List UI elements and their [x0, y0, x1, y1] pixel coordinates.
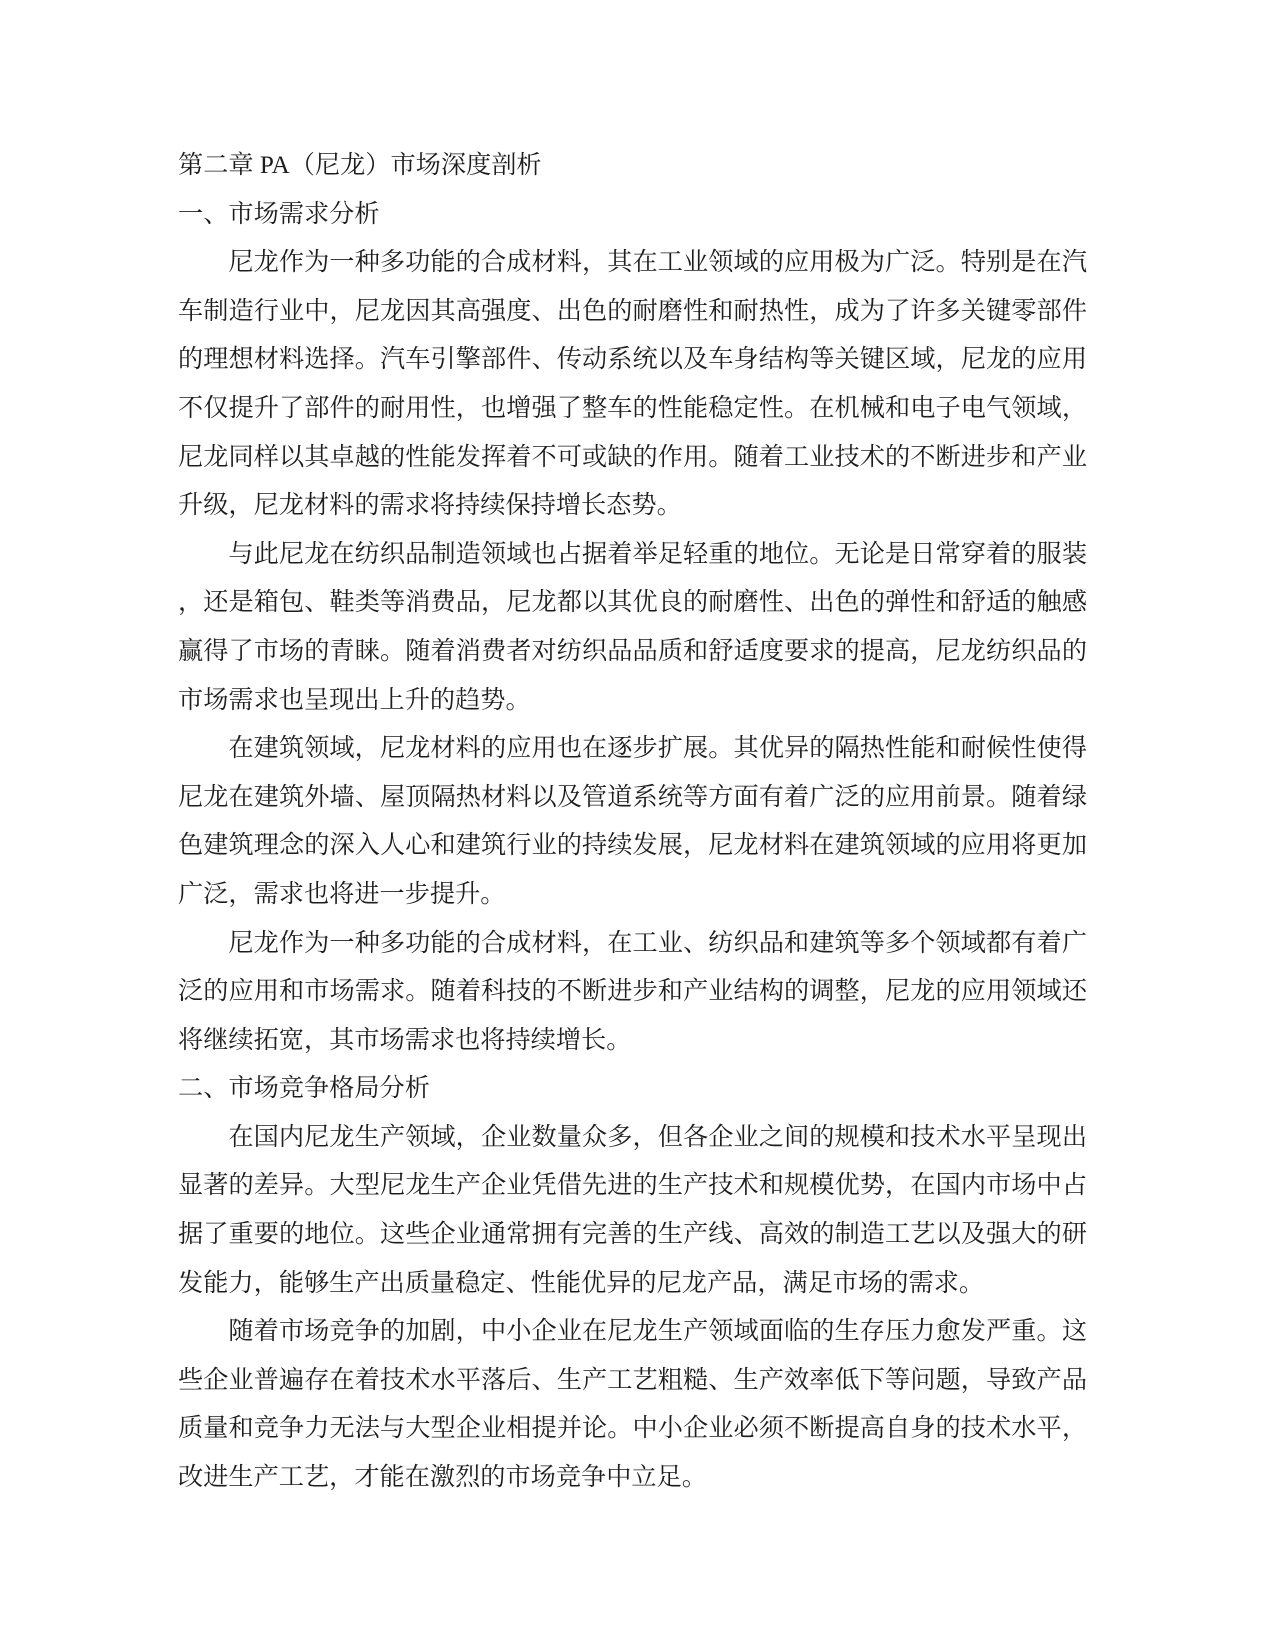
section-heading-1: 一、市场需求分析 — [178, 200, 380, 228]
document-content — [178, 142, 1087, 1503]
paragraph-sme-firms: 随着市场竞争的加剧，中小企业在尼龙生产领域面临的生存压力愈发严重。这些企业普遍存在着技术水平落后、生产工艺粗糙、生产效率低下等问题，导致产品质量和竞争力无法与大型企业相提并论。中小企业必须不断提高自身的技术水平，改进生产工艺，才能在激烈的市场竞争中立足。 — [178, 1318, 1087, 1492]
paragraph-summary: 尼龙作为一种多功能的合成材料，在工业、纺织品和建筑等多个领域都有着广泛的应用和市场需求。随着科技的不断进步和产业结构的调整，尼龙的应用领域还将继续拓宽，其市场需求也将持续增长。 — [178, 929, 1087, 1054]
section-heading-2: 二、市场竞争格局分析 — [178, 1075, 430, 1103]
paragraph-building: 在建筑领域，尼龙材料的应用也在逐步扩展。其优异的隔热性能和耐候性使得尼龙在建筑外墙、屋顶隔热材料以及管道系统等方面有着广泛的应用前景。随着绿色建筑理念的深入人心和建筑行业的持续发展，尼龙材料在建筑领域的应用将更加广泛，需求也将进一步提升。 — [178, 735, 1087, 908]
paragraph-textile: 与此尼龙在纺织品制造领域也占据着举足轻重的地位。无论是日常穿着的服装，还是箱包、鞋类等消费品，尼龙都以其优良的耐磨性、出色的弹性和舒适的触感赢得了市场的青睐。随着消费者对纺织品品质和舒适度要求的提高，尼龙纺织品的市场需求也呈现出上升的趋势。 — [178, 540, 1087, 714]
chapter-title: 第二章 PA（尼龙）市场深度剖析 — [178, 152, 542, 179]
paragraph-industry: 尼龙作为一种多功能的合成材料，其在工业领域的应用极为广泛。特别是在汽车制造行业中，尼龙因其高强度、出色的耐磨性和耐热性，成为了许多关键零部件的理想材料选择。汽车引擎部件、传动系统以及车身结构等关键区域，尼龙的应用不仅提升了部件的耐用性，也增强了整车的性能稳定性。在机械和电子电气领域，尼龙同样以其卓越的性能发挥着不可或缺的作用。随着工业技术的不断进步和产业升级，尼龙材料的需求将持续保持增长态势。 — [178, 249, 1087, 520]
paragraph-large-firms: 在国内尼龙生产领域，企业数量众多，但各企业之间的规模和技术水平呈现出显著的差异。大型尼龙生产企业凭借先进的生产技术和规模优势，在国内市场中占据了重要的地位。这些企业通常拥有完善的生产线、高效的制造工艺以及强大的研发能力，能够生产出质量稳定、性能优异的尼龙产品，满足市场的需求。 — [178, 1123, 1087, 1297]
